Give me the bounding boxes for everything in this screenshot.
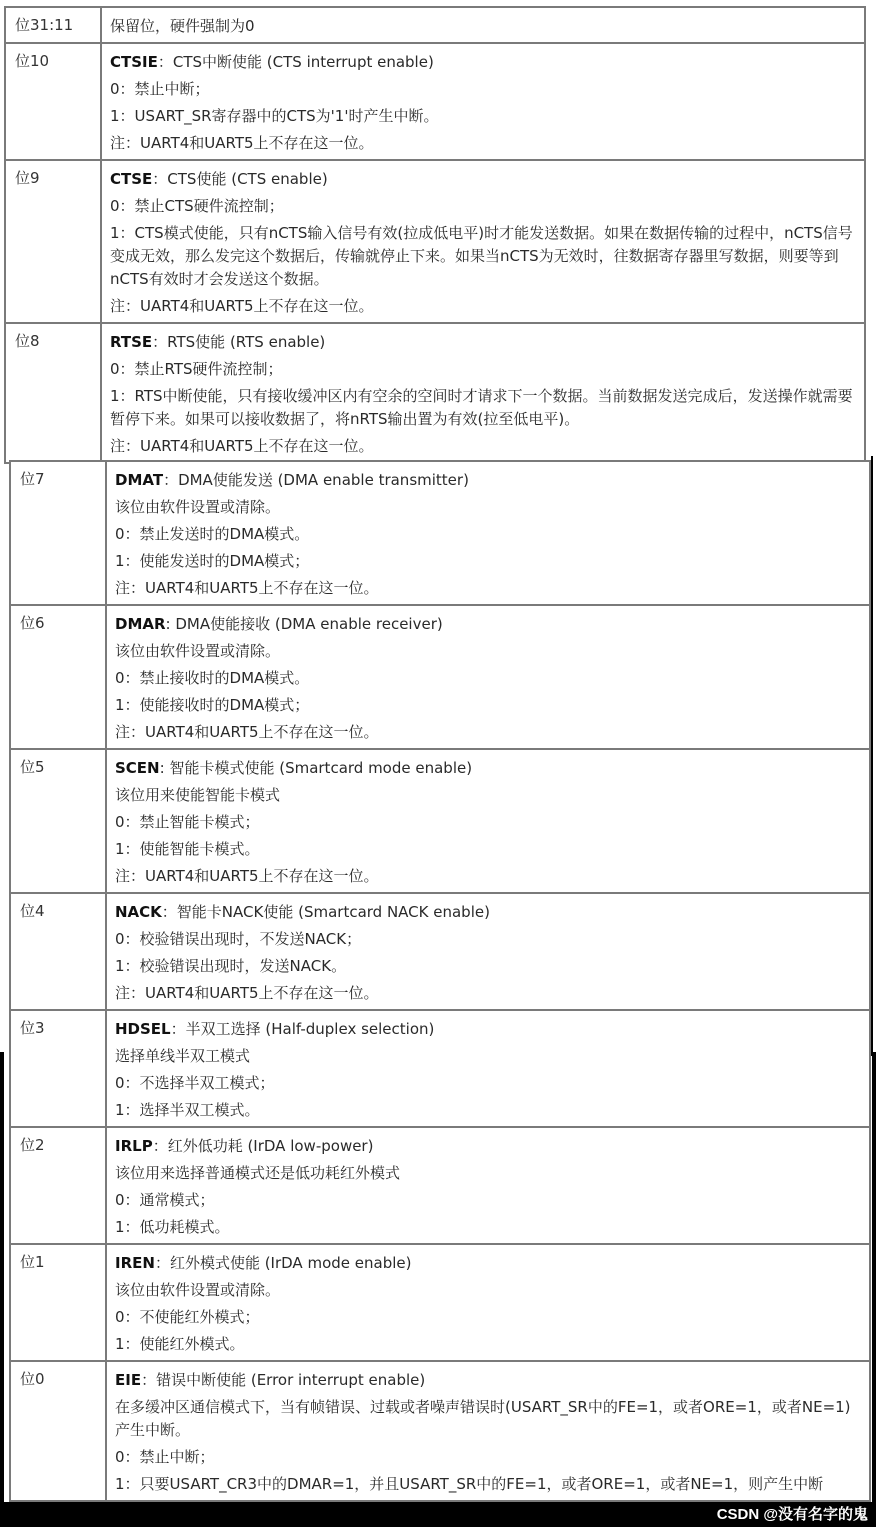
bit-description-line: 该位由软件设置或清除。 — [115, 1281, 281, 1299]
bit-title — [110, 329, 856, 356]
bit-field-name: IRLP — [115, 1137, 153, 1155]
register-bit-row — [5, 160, 865, 323]
bit-description — [101, 43, 865, 160]
bit-title-text: ：DMA使能发送 (DMA enable transmitter) — [163, 471, 469, 489]
page-edge — [871, 456, 873, 1056]
bit-field-name: NACK — [115, 903, 162, 921]
bit-description — [106, 749, 870, 893]
bit-description — [106, 461, 870, 605]
bit-position: 位7 — [10, 461, 106, 605]
bit-description-line: 1：使能接收时的DMA模式； — [115, 696, 310, 714]
bit-field-name: DMAR — [115, 615, 166, 633]
bit-description-line: 1：低功耗模式。 — [115, 1218, 230, 1236]
bit-description — [106, 1010, 870, 1127]
bit-description-line: 在多缓冲区通信模式下，当有帧错误、过载或者噪声错误时(USART_SR中的FE=1，或者ORE=1，或者NE=1)产生中断。 — [115, 1398, 851, 1439]
bit-description-line: 注：UART4和UART5上不存在这一位。 — [115, 723, 379, 741]
bit-description-line: 0：通常模式； — [115, 1191, 215, 1209]
bit-position: 位10 — [5, 43, 101, 160]
bit-position: 位3 — [10, 1010, 106, 1127]
bit-position: 位6 — [10, 605, 106, 749]
bit-title-text: ：CTS中断使能 (CTS interrupt enable) — [157, 53, 434, 71]
bit-description — [106, 1361, 870, 1501]
bit-position: 位4 — [10, 893, 106, 1010]
bit-position: 位0 — [10, 1361, 106, 1501]
register-table-lower — [9, 460, 871, 1502]
bit-field-name: DMAT — [115, 471, 164, 489]
bit-description-line: 该位由软件设置或清除。 — [115, 642, 281, 660]
bit-title-text: ：红外低功耗 (IrDA low-power) — [152, 1137, 374, 1155]
bit-description-line: 1：RTS中断使能，只有接收缓冲区内有空余的空间时才请求下一个数据。当前数据发送完成后，发送操作就需要暂停下来。如果可以接收数据了，将nRTS输出置为有效(拉至低电平)。 — [110, 387, 853, 428]
bit-title-text: ：错误中断使能 (Error interrupt enable) — [141, 1371, 426, 1389]
bit-field-name: HDSEL — [115, 1020, 171, 1038]
bit-position: 位31:11 — [5, 7, 101, 43]
register-bit-row — [10, 893, 870, 1010]
register-bit-row — [10, 749, 870, 893]
bit-description — [106, 605, 870, 749]
bit-field-name: CTSE — [110, 170, 153, 188]
bit-title — [115, 755, 861, 782]
bit-description-line: 1：选择半双工模式。 — [115, 1101, 260, 1119]
bit-field-name: IREN — [115, 1254, 155, 1272]
bit-description — [101, 7, 865, 43]
bit-title — [115, 611, 861, 638]
bit-title — [115, 1133, 861, 1160]
bit-description-line: 注：UART4和UART5上不存在这一位。 — [115, 579, 379, 597]
bit-field-name: SCEN — [115, 759, 160, 777]
bit-position: 位2 — [10, 1127, 106, 1244]
bit-description-line: 0：禁止智能卡模式； — [115, 813, 260, 831]
bit-description-line: 1：只要USART_CR3中的DMAR=1，并且USART_SR中的FE=1，或者ORE=1，或者NE=1，则产生中断 — [115, 1475, 824, 1493]
bit-description-line: 0：禁止RTS硬件流控制； — [110, 360, 283, 378]
bit-title — [115, 467, 861, 494]
bit-description-line: 0：不使能红外模式； — [115, 1308, 260, 1326]
register-bit-row — [5, 7, 865, 43]
bit-title — [115, 1016, 861, 1043]
register-bit-row — [10, 1010, 870, 1127]
bit-description-line: 0：校验错误出现时，不发送NACK； — [115, 930, 362, 948]
bit-description-line: 注：UART4和UART5上不存在这一位。 — [115, 867, 379, 885]
bit-title-text: : DMA使能接收 (DMA enable receiver) — [165, 615, 443, 633]
bit-description — [106, 1127, 870, 1244]
watermark: CSDN @没有名字的鬼 — [716, 1506, 868, 1523]
register-bit-row — [10, 1244, 870, 1361]
bit-title-text: ：半双工选择 (Half-duplex selection) — [170, 1020, 435, 1038]
bit-description-line: 1：CTS模式使能，只有nCTS输入信号有效(拉成低电平)时才能发送数据。如果在数据传输的过程中，nCTS信号变成无效，那么发完这个数据后，传输就停止下来。如果当nCTS为无效时，往数据寄存器里写数据，则要等到nCTS有效时才会发送这个数据。 — [110, 224, 853, 288]
bit-description-line: 1：USART_SR寄存器中的CTS为'1'时产生中断。 — [110, 107, 439, 125]
bit-description-line: 注：UART4和UART5上不存在这一位。 — [115, 984, 379, 1002]
bit-description — [106, 1244, 870, 1361]
bit-field-name: RTSE — [110, 333, 153, 351]
bit-description-line: 注：UART4和UART5上不存在这一位。 — [110, 437, 374, 455]
bit-description-line: 1：校验错误出现时，发送NACK。 — [115, 957, 347, 975]
bit-description-line: 选择单线半双工模式 — [115, 1047, 251, 1065]
bit-description — [106, 893, 870, 1010]
bit-position: 位9 — [5, 160, 101, 323]
bit-description-line: 该位由软件设置或清除。 — [115, 498, 281, 516]
bit-description-line: 0：禁止发送时的DMA模式。 — [115, 525, 310, 543]
bit-description-line: 0：禁止CTS硬件流控制； — [110, 197, 284, 215]
bit-title-text: ：CTS使能 (CTS enable) — [152, 170, 328, 188]
bit-title-text: : 智能卡模式使能 (Smartcard mode enable) — [159, 759, 473, 777]
register-bit-row — [10, 461, 870, 605]
bit-description-line: 该位用来选择普通模式还是低功耗红外模式 — [115, 1164, 401, 1182]
bit-title-text: 保留位，硬件强制为0 — [110, 17, 255, 35]
bit-description — [101, 160, 865, 323]
bit-description-line: 注：UART4和UART5上不存在这一位。 — [110, 134, 374, 152]
bit-description-line: 该位用来使能智能卡模式 — [115, 786, 281, 804]
page-edge — [872, 1052, 876, 1502]
bit-description — [101, 323, 865, 463]
bit-description-line: 0：不选择半双工模式； — [115, 1074, 275, 1092]
bit-title-text: ：智能卡NACK使能 (Smartcard NACK enable) — [161, 903, 490, 921]
bit-title — [110, 49, 856, 76]
bit-field-name: EIE — [115, 1371, 142, 1389]
register-bit-row — [10, 1361, 870, 1501]
bit-position: 位8 — [5, 323, 101, 463]
bit-title-text: ：红外模式使能 (IrDA mode enable) — [154, 1254, 412, 1272]
register-bit-row — [5, 43, 865, 160]
bit-position: 位1 — [10, 1244, 106, 1361]
register-bit-row — [5, 323, 865, 463]
bit-title-text: ：RTS使能 (RTS enable) — [152, 333, 326, 351]
bit-description-line: 1：使能红外模式。 — [115, 1335, 245, 1353]
bit-description-line: 注：UART4和UART5上不存在这一位。 — [110, 297, 374, 315]
bit-title — [110, 166, 856, 193]
bit-title — [110, 13, 856, 40]
bit-description-line: 0：禁止接收时的DMA模式。 — [115, 669, 310, 687]
page-edge — [0, 1052, 4, 1502]
bit-description-line: 1：使能智能卡模式。 — [115, 840, 260, 858]
bit-description-line: 0：禁止中断； — [110, 80, 210, 98]
register-table-upper — [4, 6, 866, 464]
bit-title — [115, 1250, 861, 1277]
register-bit-row — [10, 605, 870, 749]
bit-description-line: 0：禁止中断； — [115, 1448, 215, 1466]
bit-field-name: CTSIE — [110, 53, 158, 71]
register-bit-row — [10, 1127, 870, 1244]
bit-description-line: 1：使能发送时的DMA模式； — [115, 552, 310, 570]
bit-title — [115, 899, 861, 926]
bit-title — [115, 1367, 861, 1394]
bit-position: 位5 — [10, 749, 106, 893]
